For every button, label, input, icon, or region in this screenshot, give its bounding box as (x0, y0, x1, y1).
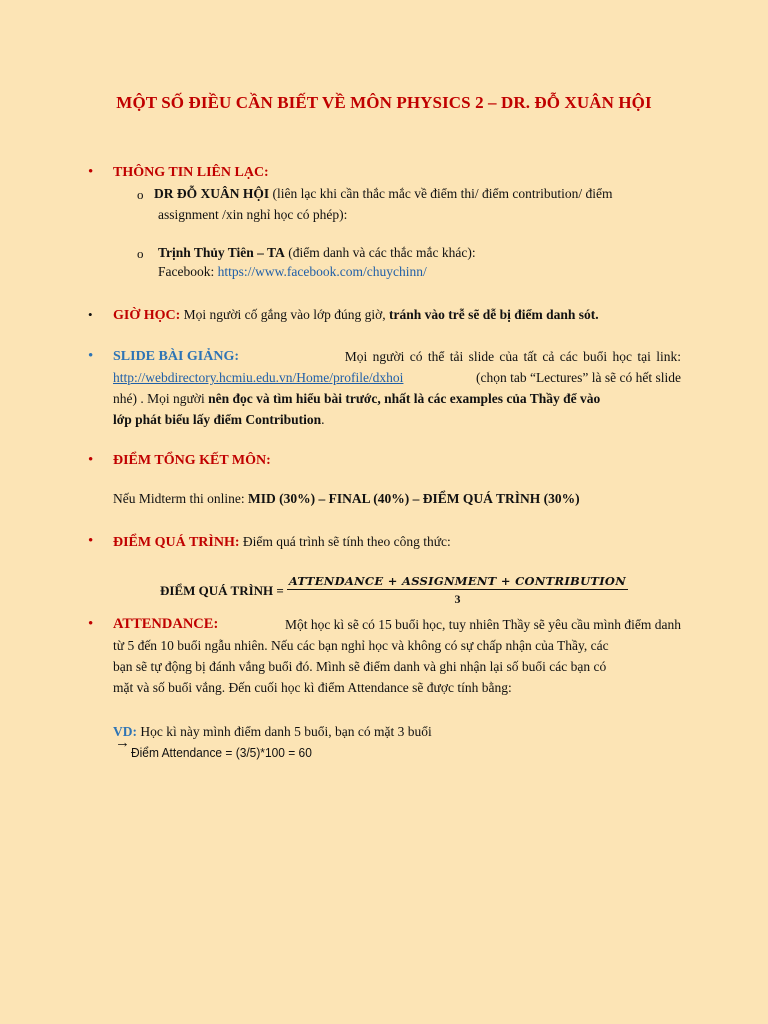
attendance-line-4: mặt và số buổi vắng. Đến cuối học kì điểm Attendance sẽ được tính bằng: (113, 680, 512, 695)
final-grade-line (113, 488, 713, 509)
example-line (113, 721, 713, 742)
bullet: • (88, 348, 94, 364)
slides-text-2: (chọn tab “Lectures” là sẽ có hết slide (475, 370, 681, 385)
page-title: MỘT SỐ ĐIỀU CẦN BIẾT VỀ MÔN PHYSICS 2 – DR. ĐỖ XUÂN HỘI (116, 93, 652, 112)
bullet: • (88, 533, 94, 549)
slides-link[interactable]: http://webdirectory.hcmiu.edu.vn/Home/profile/dxhoi (113, 370, 404, 385)
schedule-heading: GIỜ HỌC: (113, 308, 181, 323)
schedule-text: Mọi người cố gắng vào lớp đúng giờ, (183, 307, 386, 322)
teacher-name: DR ĐỖ XUÂN HỘI (154, 186, 270, 201)
arrow-icon: → (115, 735, 130, 751)
example-text: Học kì này mình điểm danh 5 buổi, bạn có mặt 3 buổi (140, 724, 432, 739)
bullet: • (88, 164, 94, 180)
formula-fraction (287, 574, 628, 607)
attendance-heading: ATTENDANCE: (113, 616, 219, 632)
final-grade-heading: ĐIỂM TỔNG KẾT MÔN: (113, 453, 271, 468)
teacher-desc-2: assignment /xin nghỉ học có phép): (158, 207, 348, 222)
sub-bullet: o (137, 246, 144, 261)
slides-bold-2: lớp phát biểu lấy điểm Contribution (113, 412, 322, 427)
slides-heading: SLIDE BÀI GIẢNG: (113, 349, 240, 364)
bullet: • (88, 452, 94, 468)
ta-desc: (điểm danh và các thắc mắc khác): (288, 245, 476, 260)
attendance-line-2: từ 5 đến 10 buổi ngẫu nhiên. Nếu các bạn nghỉ học và không có sự chấp nhận của Thầy, các (113, 638, 609, 653)
final-grade-text: Nếu Midterm thi online: (113, 491, 245, 506)
process-formula (160, 574, 628, 607)
bullet: • (88, 307, 93, 322)
final-grade-formula: MID (30%) – FINAL (40%) – ĐIỂM QUÁ TRÌNH (30%) (247, 491, 580, 506)
example-result: Điểm Attendance = (3/5)*100 = 60 (131, 745, 312, 760)
slides-bold-1: nên đọc và tìm hiểu bài trước, nhất là các examples của Thầy để vào (208, 391, 601, 406)
slides-end: . (321, 412, 325, 427)
attendance-line-1: Một học kì sẽ có 15 buổi học, tuy nhiên Thầy sẽ yêu cầu mình điểm danh (284, 617, 681, 632)
attendance-paragraph (113, 614, 681, 698)
slides-paragraph (113, 346, 681, 430)
example-label: VD: (113, 724, 137, 739)
facebook-label: Facebook: (158, 264, 215, 279)
teacher-desc-1: (liên lạc khi cần thắc mắc về điểm thi/ điểm contribution/ điểm (272, 186, 613, 201)
process-heading: ĐIỂM QUÁ TRÌNH: (113, 535, 240, 550)
formula-lhs: ĐIỂM QUÁ TRÌNH = (160, 582, 284, 598)
sub-bullet: o (137, 187, 144, 202)
formula-denominator: 3 (454, 592, 461, 606)
process-text: Điểm quá trình sẽ tính theo công thức: (242, 534, 451, 549)
schedule-bold: tránh vào trễ sẽ dễ bị điểm danh sót. (389, 307, 599, 322)
formula-numerator: ATTENDANCE + ASSIGNMENT + CONTRIBUTION (288, 574, 627, 588)
facebook-link[interactable]: https://www.facebook.com/chuychinn/ (217, 264, 427, 279)
slides-text-3: nhé) . Mọi người (113, 391, 205, 406)
contact-heading: THÔNG TIN LIÊN LẠC: (113, 165, 269, 180)
attendance-line-3: bạn sẽ tự động bị đánh vắng buổi đó. Mình sẽ điểm danh và ghi nhận lại số buổi các bạn có (113, 659, 607, 674)
slides-text-1: Mọi người có thể tải slide của tất cả các buổi học tại link: (344, 349, 681, 364)
bullet: • (88, 616, 94, 632)
ta-name: Trịnh Thủy Tiên – TA (158, 245, 285, 260)
